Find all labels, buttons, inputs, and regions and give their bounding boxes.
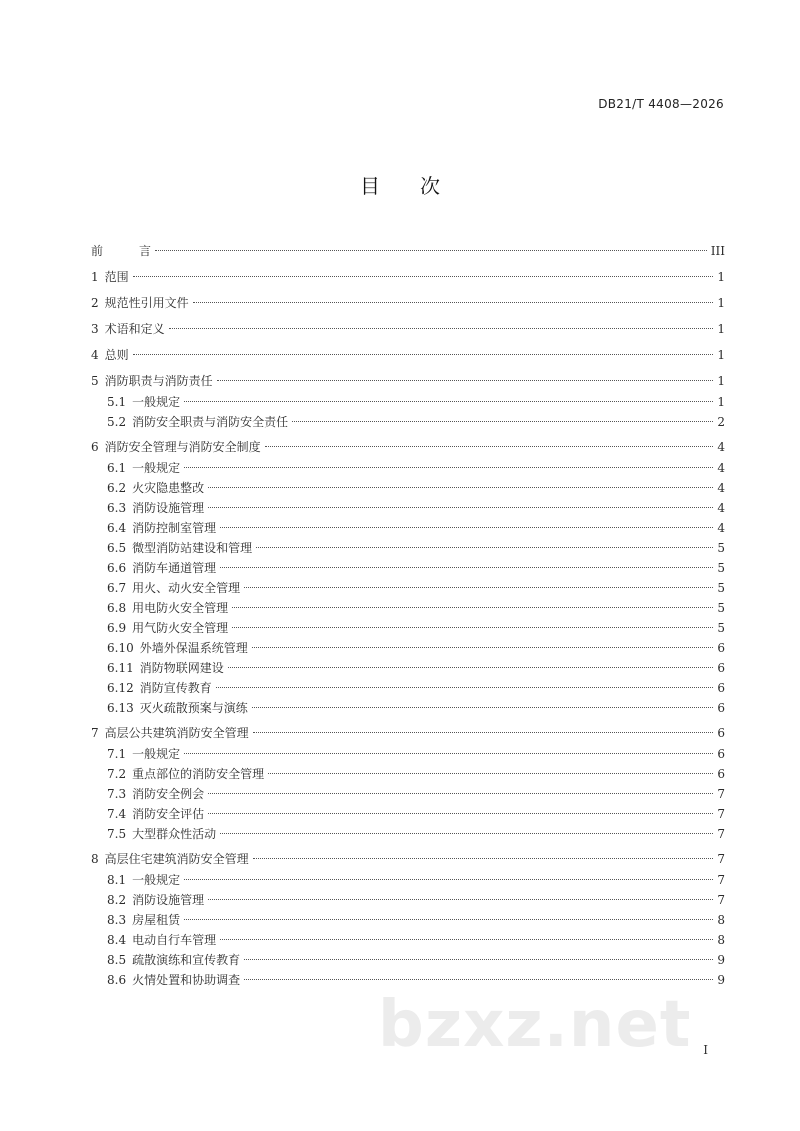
toc-entry-label: 一般规定	[132, 873, 181, 887]
toc-entry-number: 8.3	[107, 913, 127, 927]
toc-group-section-2	[91, 292, 725, 314]
toc-entry-label: 用电防火安全管理	[132, 601, 229, 615]
toc-group-section-5	[91, 370, 725, 432]
toc-entry-number: 6.6	[107, 561, 127, 575]
toc-entry-section-7[interactable]	[91, 722, 725, 744]
toc-entry-label: 消防设施管理	[132, 501, 205, 515]
toc-group-section-3	[91, 318, 725, 340]
toc-entry-page: 4	[717, 440, 725, 454]
toc-entry-label: 用气防火安全管理	[132, 621, 229, 635]
dot-leader	[220, 527, 713, 528]
toc-entry-page: 8	[717, 933, 725, 947]
dot-leader	[253, 858, 713, 859]
toc-entry-page: 7	[717, 852, 725, 866]
dot-leader	[292, 421, 713, 422]
toc-entry-section-2[interactable]	[91, 292, 725, 314]
dot-leader	[244, 979, 713, 980]
toc-entry-page: 6	[717, 747, 725, 761]
toc-entry-label: 消防控制室管理	[132, 521, 217, 535]
toc-entry-subsection-8-2[interactable]	[91, 890, 725, 910]
toc-entry-number: 7	[91, 726, 99, 740]
toc-entry-number: 7.4	[107, 807, 127, 821]
toc-entry-page: 1	[717, 395, 725, 409]
toc-entry-number: 8.6	[107, 973, 127, 987]
toc-entry-page: 6	[717, 641, 725, 655]
toc-entry-label: 高层公共建筑消防安全管理	[104, 726, 249, 740]
toc-entry-number: 6.7	[107, 581, 127, 595]
dot-leader	[184, 919, 713, 920]
toc-entry-label: 范围	[104, 270, 129, 284]
toc-entry-subsection-6-11[interactable]	[91, 658, 725, 678]
toc-entry-page: III	[710, 244, 725, 258]
dot-leader	[252, 707, 713, 708]
toc-entry-number: 6.12	[107, 681, 134, 695]
toc-entry-page: 6	[717, 661, 725, 675]
toc-entry-label: 消防安全评估	[132, 807, 205, 821]
toc-title	[0, 170, 800, 199]
toc-entry-label: 房屋租赁	[132, 913, 181, 927]
dot-leader	[133, 276, 713, 277]
toc-entry-subsection-7-1[interactable]	[91, 744, 725, 764]
toc-entry-page: 1	[717, 322, 725, 336]
toc-entry-subsection-6-1[interactable]	[91, 458, 725, 478]
dot-leader	[208, 507, 713, 508]
toc-entry-page: 7	[717, 827, 725, 841]
dot-leader	[244, 587, 713, 588]
toc-entry-page: 8	[717, 913, 725, 927]
toc-entry-page: 6	[717, 726, 725, 740]
toc-entry-page: 4	[717, 501, 725, 515]
toc-entry-number: 2	[91, 296, 99, 310]
toc-entry-page: 5	[717, 581, 725, 595]
dot-leader	[184, 401, 713, 402]
page-number: I	[703, 1043, 708, 1057]
toc-entry-label: 总则	[104, 348, 129, 362]
toc-entry-number: 4	[91, 348, 99, 362]
toc-entry-subsection-6-2[interactable]	[91, 478, 725, 498]
toc-entry-section-6[interactable]	[91, 436, 725, 458]
toc-entry-label: 火情处置和协助调查	[132, 973, 241, 987]
toc-entry-subsection-8-6[interactable]	[91, 970, 725, 990]
toc-entry-number: 7.2	[107, 767, 127, 781]
toc-title-char-2: 次	[420, 174, 440, 198]
dot-leader	[220, 833, 713, 834]
dot-leader	[217, 380, 713, 381]
toc-entry-label: 术语和定义	[104, 322, 165, 336]
document-code: DB21/T 4408—2026	[598, 97, 724, 111]
dot-leader	[232, 627, 713, 628]
toc-entry-section-4[interactable]	[91, 344, 725, 366]
dot-leader	[220, 939, 713, 940]
toc-entry-subsection-5-1[interactable]	[91, 392, 725, 412]
dot-leader	[184, 879, 713, 880]
toc-entry-page: 7	[717, 873, 725, 887]
toc-entry-label: 前 言	[91, 244, 152, 258]
toc-entry-page: 9	[717, 973, 725, 987]
toc-entry-label: 微型消防站建设和管理	[132, 541, 253, 555]
toc-entry-page: 6	[717, 701, 725, 715]
dot-leader	[253, 732, 713, 733]
dot-leader	[208, 899, 713, 900]
toc-entry-page: 7	[717, 807, 725, 821]
toc-entry-label: 一般规定	[132, 747, 181, 761]
dot-leader	[216, 687, 713, 688]
toc-entry-label: 消防宣传教育	[139, 681, 212, 695]
toc-entry-label: 外墙外保温系统管理	[139, 641, 248, 655]
dot-leader	[265, 446, 713, 447]
toc-entry-label: 消防安全管理与消防安全制度	[104, 440, 261, 454]
dot-leader	[256, 547, 713, 548]
toc-entry-number: 6.13	[107, 701, 134, 715]
toc-entry-number: 3	[91, 322, 99, 336]
toc-entry-number: 7.3	[107, 787, 127, 801]
toc-entry-section-8[interactable]	[91, 848, 725, 870]
toc-title-char-1: 目	[360, 174, 380, 198]
dot-leader	[184, 753, 713, 754]
toc-entry-page: 9	[717, 953, 725, 967]
toc-entry-number: 7.5	[107, 827, 127, 841]
toc-entry-page: 7	[717, 787, 725, 801]
toc-group-section-4	[91, 344, 725, 366]
toc-entry-subsection-8-1[interactable]	[91, 870, 725, 890]
toc-entry-label: 消防物联网建设	[139, 661, 224, 675]
dot-leader	[169, 328, 713, 329]
toc-entry-subsection-6-8[interactable]	[91, 598, 725, 618]
toc-entry-number: 5	[91, 374, 99, 388]
toc-entry-page: 4	[717, 481, 725, 495]
dot-leader	[208, 487, 713, 488]
toc-entry-number: 6.10	[107, 641, 134, 655]
toc-group-section-7	[91, 722, 725, 844]
dot-leader	[244, 959, 713, 960]
toc-entry-label: 用火、动火安全管理	[132, 581, 241, 595]
toc-entry-label: 灭火疏散预案与演练	[139, 701, 248, 715]
toc-entry-label: 一般规定	[132, 395, 181, 409]
toc-entry-number: 8.1	[107, 873, 127, 887]
toc-entry-subsection-7-3[interactable]	[91, 784, 725, 804]
toc-entry-subsection-8-5[interactable]	[91, 950, 725, 970]
dot-leader	[268, 773, 713, 774]
toc-entry-subsection-6-13[interactable]	[91, 698, 725, 718]
toc-entry-number: 6.5	[107, 541, 127, 555]
toc-entry-preface[interactable]	[91, 240, 725, 262]
toc-entry-subsection-8-4[interactable]	[91, 930, 725, 950]
toc-group-section-1	[91, 266, 725, 288]
toc-entry-label: 消防车通道管理	[132, 561, 217, 575]
toc-entry-label: 消防设施管理	[132, 893, 205, 907]
dot-leader	[220, 567, 713, 568]
toc-entry-subsection-6-7[interactable]	[91, 578, 725, 598]
toc-entry-page: 5	[717, 601, 725, 615]
toc-entry-label: 消防安全例会	[132, 787, 205, 801]
toc-entry-label: 火灾隐患整改	[132, 481, 205, 495]
toc-entry-page: 4	[717, 461, 725, 475]
toc-entry-number: 8	[91, 852, 99, 866]
toc-entry-page: 5	[717, 541, 725, 555]
toc-entry-number: 8.2	[107, 893, 127, 907]
toc-entry-number: 7.1	[107, 747, 127, 761]
toc-entry-page: 1	[717, 296, 725, 310]
toc-entry-subsection-7-5[interactable]	[91, 824, 725, 844]
toc-entry-page: 5	[717, 621, 725, 635]
toc-entry-section-5[interactable]	[91, 370, 725, 392]
toc-entry-page: 6	[717, 681, 725, 695]
table-of-contents	[91, 240, 725, 990]
toc-entry-subsection-6-9[interactable]	[91, 618, 725, 638]
watermark: bzxz.net	[378, 988, 692, 1062]
toc-entry-number: 6.9	[107, 621, 127, 635]
dot-leader	[193, 302, 713, 303]
toc-entry-page: 1	[717, 348, 725, 362]
toc-entry-number: 6.3	[107, 501, 127, 515]
dot-leader	[232, 607, 713, 608]
toc-entry-number: 6.4	[107, 521, 127, 535]
toc-entry-label: 大型群众性活动	[132, 827, 217, 841]
toc-entry-number: 6	[91, 440, 99, 454]
toc-entry-label: 重点部位的消防安全管理	[132, 767, 265, 781]
toc-entry-subsection-6-6[interactable]	[91, 558, 725, 578]
toc-entry-section-3[interactable]	[91, 318, 725, 340]
toc-entry-page: 6	[717, 767, 725, 781]
toc-entry-subsection-8-3[interactable]	[91, 910, 725, 930]
toc-entry-section-1[interactable]	[91, 266, 725, 288]
toc-entry-number: 6.1	[107, 461, 127, 475]
toc-entry-page: 7	[717, 893, 725, 907]
toc-entry-subsection-6-10[interactable]	[91, 638, 725, 658]
toc-group-section-8	[91, 848, 725, 990]
toc-entry-page: 1	[717, 374, 725, 388]
dot-leader	[184, 467, 713, 468]
toc-entry-number: 6.2	[107, 481, 127, 495]
toc-entry-page: 2	[717, 415, 725, 429]
toc-group-preface	[91, 240, 725, 262]
dot-leader	[228, 667, 713, 668]
toc-entry-subsection-6-3[interactable]	[91, 498, 725, 518]
toc-entry-label: 消防职责与消防责任	[104, 374, 213, 388]
toc-entry-subsection-5-2[interactable]	[91, 412, 725, 432]
toc-entry-number: 5.2	[107, 415, 127, 429]
toc-entry-label: 疏散演练和宣传教育	[132, 953, 241, 967]
dot-leader	[208, 813, 713, 814]
toc-entry-label: 高层住宅建筑消防安全管理	[104, 852, 249, 866]
toc-entry-label: 一般规定	[132, 461, 181, 475]
toc-entry-number: 6.8	[107, 601, 127, 615]
toc-entry-subsection-6-12[interactable]	[91, 678, 725, 698]
toc-entry-number: 6.11	[107, 661, 134, 675]
dot-leader	[133, 354, 713, 355]
toc-entry-label: 电动自行车管理	[132, 933, 217, 947]
toc-entry-number: 1	[91, 270, 99, 284]
dot-leader	[252, 647, 713, 648]
dot-leader	[208, 793, 713, 794]
toc-entry-page: 1	[717, 270, 725, 284]
toc-entry-number: 8.4	[107, 933, 127, 947]
toc-entry-label: 规范性引用文件	[104, 296, 189, 310]
toc-entry-label: 消防安全职责与消防安全责任	[132, 415, 289, 429]
toc-entry-number: 5.1	[107, 395, 127, 409]
dot-leader	[155, 250, 707, 251]
toc-entry-number: 8.5	[107, 953, 127, 967]
toc-entry-subsection-6-5[interactable]	[91, 538, 725, 558]
toc-entry-subsection-6-4[interactable]	[91, 518, 725, 538]
toc-entry-subsection-7-2[interactable]	[91, 764, 725, 784]
toc-entry-subsection-7-4[interactable]	[91, 804, 725, 824]
toc-group-section-6	[91, 436, 725, 718]
toc-entry-page: 5	[717, 561, 725, 575]
toc-entry-page: 4	[717, 521, 725, 535]
